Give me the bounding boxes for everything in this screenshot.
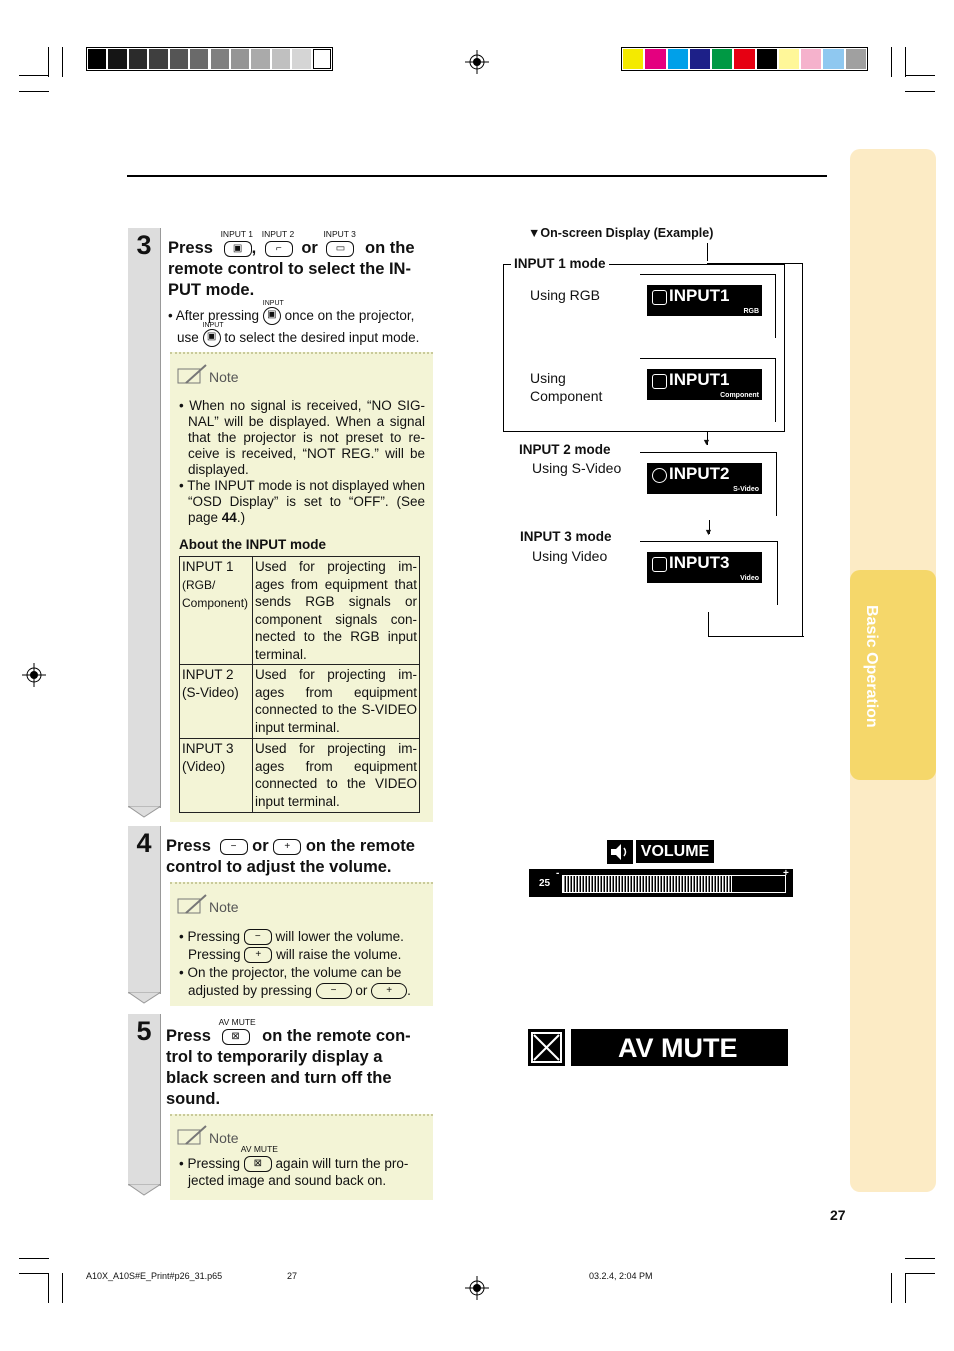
calibration-swatch xyxy=(211,49,229,69)
using-video-label: Using Video xyxy=(532,548,608,564)
crop-mark xyxy=(19,91,49,92)
header-rule xyxy=(127,175,827,177)
input2-button-icon: INPUT 2 ⌐ xyxy=(265,241,293,257)
av-mute-button-icon: AV MUTE ⊠ xyxy=(222,1029,250,1045)
projector-input-button-icon: INPUT ▣ xyxy=(263,307,281,325)
speaker-icon xyxy=(607,840,633,864)
calibration-swatch xyxy=(129,49,147,69)
using-svideo-label: Using S-Video xyxy=(532,460,622,476)
calibration-swatch xyxy=(149,49,167,69)
step-3-bullet: • After pressing INPUT ▣ once on the projector, use INPUT ▣ to select the desired input mode. xyxy=(168,305,438,349)
step-3-marker xyxy=(128,228,161,808)
note-title: Note xyxy=(209,899,239,915)
crop-mark xyxy=(19,75,49,76)
calibration-swatch xyxy=(690,49,710,69)
video-icon xyxy=(652,557,667,572)
note-pencil-icon xyxy=(176,363,208,387)
av-mute-icon xyxy=(528,1029,565,1066)
footer-page: 27 xyxy=(287,1271,298,1281)
using-rgb-label: Using RGB xyxy=(530,287,601,303)
step-4-marker xyxy=(128,826,161,994)
volume-up-button-icon: + xyxy=(244,947,272,963)
step-4-heading: Press − or + on the remote control to adjust the volume. xyxy=(166,837,415,876)
connector xyxy=(708,612,709,636)
calibration-swatch xyxy=(292,49,310,69)
crop-mark xyxy=(905,1258,935,1259)
crop-mark xyxy=(62,1273,63,1303)
input3-button-icon: INPUT 3 ▭ xyxy=(326,241,354,257)
projector-input-button-icon: INPUT ▣ xyxy=(203,329,221,347)
calibration-swatch xyxy=(668,49,688,69)
crop-mark xyxy=(905,91,935,92)
calibration-swatch xyxy=(190,49,208,69)
volume-down-button-icon: − xyxy=(244,929,272,945)
crop-mark xyxy=(891,47,892,77)
component-icon xyxy=(652,374,667,389)
input3-mode-title: INPUT 3 mode xyxy=(520,529,612,544)
crop-mark xyxy=(19,1258,49,1259)
crop-mark xyxy=(19,1273,49,1274)
color-calibration-bar xyxy=(621,47,868,71)
gray-calibration-bar xyxy=(86,47,333,71)
crop-mark xyxy=(905,75,935,76)
input2-mode-title: INPUT 2 mode xyxy=(519,442,611,457)
crop-mark xyxy=(905,1273,906,1303)
arrow-down-icon: ▼ xyxy=(702,437,711,447)
input1-button-icon: INPUT 1 ▣ xyxy=(224,241,252,257)
connector xyxy=(802,263,803,637)
calibration-swatch xyxy=(734,49,754,69)
step-5-marker xyxy=(128,1014,161,1186)
calibration-swatch xyxy=(823,49,843,69)
volume-label: VOLUME xyxy=(636,840,714,863)
calibration-swatch xyxy=(272,49,290,69)
table-title: About the INPUT mode xyxy=(179,537,326,552)
calibration-swatch xyxy=(251,49,269,69)
calibration-swatch xyxy=(623,49,643,69)
note-pencil-icon xyxy=(176,893,208,917)
step-number: 4 xyxy=(136,828,152,858)
connector xyxy=(775,274,776,338)
table-row: INPUT 2 (S-Video) Used for projecting im-ages from equipment connected to the S-VIDEO input terminal. xyxy=(180,665,420,739)
step-5-heading: Press AV MUTE ⊠ on the remote con- trol to temporarily display a black screen and turn off the sound. xyxy=(166,1016,411,1108)
volume-up-button-icon: + xyxy=(273,839,301,855)
step-3-heading: Press INPUT 1 ▣ , INPUT 2 ⌐ or INPUT 3 ▭ on the remote control to select the IN- PUT mode. xyxy=(168,228,415,299)
volume-down-button-icon: − xyxy=(220,839,248,855)
av-mute-button-icon: AV MUTE ⊠ xyxy=(244,1156,272,1172)
step-number: 3 xyxy=(136,230,152,260)
note-title: Note xyxy=(209,1130,239,1146)
connector xyxy=(640,358,775,359)
table-row: INPUT 3 (Video) Used for projecting im-ages from equipment connected to the VIDEO input terminal. xyxy=(180,739,420,813)
crop-mark xyxy=(905,1273,935,1274)
using-component-label: Using Component xyxy=(530,370,603,404)
registration-mark-icon xyxy=(465,50,489,74)
crop-mark xyxy=(891,1273,892,1303)
input-mode-table xyxy=(179,556,420,813)
crop-mark xyxy=(48,1273,49,1303)
connector xyxy=(776,452,777,516)
calibration-swatch xyxy=(88,49,106,69)
rgb-icon xyxy=(652,290,667,305)
connector xyxy=(640,274,775,275)
calibration-swatch xyxy=(712,49,732,69)
crop-mark xyxy=(48,47,49,77)
page-number: 27 xyxy=(830,1207,846,1223)
calibration-swatch xyxy=(645,49,665,69)
section-tab-label: Basic Operation xyxy=(863,605,880,728)
volume-level-fill xyxy=(563,876,732,892)
step-number: 5 xyxy=(136,1016,152,1046)
osd-input1-component: INPUT1 Component xyxy=(647,369,762,400)
crop-mark xyxy=(905,47,906,77)
volume-value: 25 xyxy=(539,878,551,889)
note-body: • Pressing − will lower the volume. Pressing + will raise the volume. • On the projector, the volume can be adjusted by pressing − or + . xyxy=(179,929,411,998)
calibration-swatch xyxy=(801,49,821,69)
connector xyxy=(777,541,778,605)
osd-input2-svideo: INPUT2 S-Video xyxy=(647,463,762,494)
calibration-swatch xyxy=(108,49,126,69)
note-body: • When no signal is received, “NO SIG-NAL” will be displayed. When a signal that the projector is not preset to re-ceive is received, “NOT REG.” will be displayed. • The INPUT mode is not displayed when “OSD Display” is set to “OFF”. (See page 44.) xyxy=(179,398,426,525)
calibration-swatch xyxy=(170,49,188,69)
note-pencil-icon xyxy=(176,1124,208,1148)
calibration-swatch xyxy=(313,49,331,69)
osd-input3-video: INPUT3 Video xyxy=(647,552,762,583)
input1-mode-title: INPUT 1 mode xyxy=(511,256,609,271)
projector-volume-up-icon: + xyxy=(371,983,407,999)
registration-mark-icon xyxy=(22,663,46,687)
calibration-swatch xyxy=(231,49,249,69)
connector xyxy=(640,452,776,453)
osd-input1-rgb: INPUT1 RGB xyxy=(647,285,762,316)
note-body: • Pressing AV MUTE ⊠ again will turn the pro- jected image and sound back on. xyxy=(179,1144,409,1189)
connector xyxy=(640,541,778,542)
table-row: INPUT 1 (RGB/ Component) Used for projecting im-ages from equipment that sends RGB signals or component signals con-nected to the RGB input terminal. xyxy=(180,557,420,665)
footer-date: 03.2.4, 2:04 PM xyxy=(589,1271,653,1281)
footer-file: A10X_A10S#E_Print#p26_31.p65 xyxy=(86,1271,223,1281)
connector xyxy=(775,358,776,422)
svideo-icon xyxy=(652,468,667,483)
crop-mark xyxy=(62,47,63,77)
connector xyxy=(708,636,804,637)
osd-caption: ▼On-screen Display (Example) xyxy=(528,226,714,240)
calibration-swatch xyxy=(757,49,777,69)
registration-mark-icon xyxy=(465,1276,489,1300)
connector xyxy=(707,263,803,264)
volume-bar: 25 - + xyxy=(529,869,793,897)
calibration-swatch xyxy=(779,49,799,69)
arrow-down-icon: ▼ xyxy=(704,527,713,537)
av-mute-banner: AV MUTE xyxy=(571,1029,788,1066)
projector-volume-down-icon: − xyxy=(316,983,352,999)
volume-track xyxy=(562,875,786,893)
connector xyxy=(707,243,708,261)
calibration-swatch xyxy=(846,49,866,69)
note-title: Note xyxy=(209,369,239,385)
